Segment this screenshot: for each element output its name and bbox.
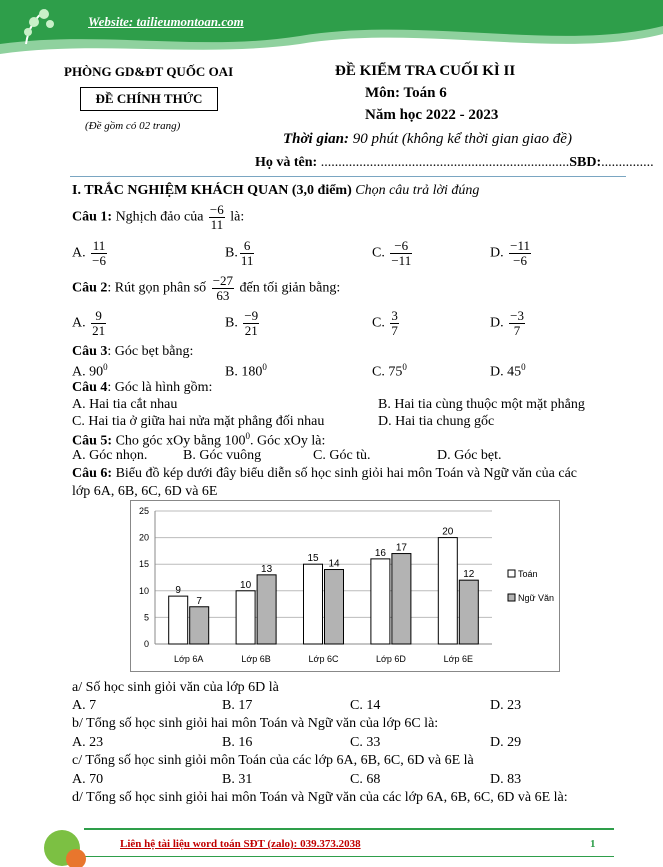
q3-text: : Góc bẹt bằng: (107, 344, 194, 359)
q5-text: Cho góc xOy bằng 100 (112, 433, 246, 449)
q3-option-d[interactable] (490, 362, 526, 381)
bar-ngu-van (257, 575, 276, 644)
data-label: 10 (240, 579, 252, 591)
subq-b: b/ Tổng số học sinh giỏi hai môn Toán và Ngữ văn của lớp 6C là: (72, 716, 439, 731)
x-tick-label: Lớp 6D (375, 654, 406, 664)
q5-sup: 0 (245, 431, 250, 441)
x-tick-label: Lớp 6B (241, 654, 271, 664)
time-value: 90 phút (không kể thời gian giao đề) (348, 131, 572, 147)
y-tick-label: 5 (143, 612, 149, 623)
data-label: 16 (374, 547, 386, 559)
q2-option-b[interactable] (225, 309, 261, 338)
q1-b-den: 11 (240, 253, 254, 268)
q2-option-d[interactable] (490, 309, 527, 338)
q1-d-letter: D. (490, 245, 504, 261)
page-number: 1 (590, 838, 596, 850)
subq-b-opt-c[interactable]: C. 33 (350, 735, 381, 750)
bar-ngu-van (392, 554, 411, 644)
bar-ngu-van (325, 570, 344, 644)
data-label: 14 (328, 558, 340, 570)
data-label: 15 (307, 553, 319, 565)
q3-b-sup: 0 (262, 362, 267, 372)
data-label: 17 (395, 542, 407, 554)
name-line (255, 155, 654, 171)
bar-toan (236, 591, 255, 644)
q2-text: : Rút gọn phân số (107, 280, 207, 296)
q2-b-letter: B. (225, 315, 238, 331)
q2-fraction (212, 274, 234, 303)
bar-toan (371, 559, 390, 644)
q4-option-c[interactable]: C. Hai tia ở giữa hai nửa mặt phẳng đối nhau (72, 414, 325, 429)
q5-end: . Góc xOy là: (249, 433, 326, 449)
legend-swatch (508, 570, 515, 577)
q5-option-b[interactable]: B. Góc vuông (183, 448, 262, 463)
q2-b-num: −9 (244, 308, 259, 323)
subq-b-opt-d[interactable]: D. 29 (490, 735, 522, 750)
subq-d: d/ Tổng số học sinh giỏi hai môn Toán và Ngữ văn của các lớp 6A, 6B, 6C, 6D và 6E là: (72, 790, 568, 805)
bar-toan (304, 564, 323, 644)
bar-toan (169, 596, 188, 644)
y-tick-label: 0 (143, 639, 149, 649)
q6-label: Câu 6: (72, 466, 113, 481)
q2-d-letter: D. (490, 315, 504, 331)
page-count: (Đề gồm có 02 trang) (85, 120, 181, 132)
legend-swatch (508, 594, 515, 601)
q6-line1: Biểu đồ kép dưới đây biểu diễn số học sinh giỏi hai môn Toán và Ngữ văn của các (112, 466, 578, 481)
subq-a-opt-d[interactable]: D. 23 (490, 698, 522, 713)
q1-option-d[interactable] (490, 239, 533, 268)
legend-label: Toán (518, 569, 538, 579)
question-2 (72, 274, 340, 303)
q1-d-num: −11 (510, 238, 530, 253)
department: PHÒNG GD&ĐT QUỐC OAI (64, 64, 234, 79)
q2-d-num: −3 (510, 308, 524, 323)
subq-c-opt-a[interactable]: A. 70 (72, 772, 104, 787)
subq-a-opt-b[interactable]: B. 17 (222, 698, 253, 713)
q4-option-b[interactable]: B. Hai tia cùng thuộc một mặt phẳng (378, 397, 585, 412)
q5-option-d[interactable]: D. Góc bẹt. (437, 448, 502, 463)
question-3 (72, 344, 193, 360)
q1-option-a[interactable] (72, 239, 109, 268)
q1-a-num: 11 (92, 238, 106, 253)
data-label: 12 (463, 569, 475, 581)
q1-text: Nghịch đảo của (112, 209, 204, 225)
q1-c-letter: C. (372, 245, 385, 261)
q5-option-a[interactable]: A. Góc nhọn. (72, 448, 148, 463)
footer-rule-top (84, 828, 614, 830)
data-label: 7 (196, 595, 202, 607)
q5-option-c[interactable]: C. Góc tù. (313, 448, 371, 463)
subq-c-opt-b[interactable]: B. 31 (222, 772, 253, 787)
q1-frac-den: 11 (210, 217, 224, 232)
q2-b-den: 21 (244, 323, 258, 338)
q1-fraction (209, 203, 225, 232)
subq-a: a/ Số học sinh giỏi văn của lớp 6D là (72, 680, 279, 695)
q2-end: đến tối giản bằng: (236, 280, 341, 296)
q2-b-frac (243, 309, 259, 338)
official-box (80, 87, 218, 111)
q2-a-den: 21 (92, 323, 106, 338)
q2-c-den: 7 (391, 323, 398, 338)
chart-border (131, 501, 560, 672)
q4-option-d[interactable]: D. Hai tia chung gốc (378, 414, 495, 429)
official-label: ĐỀ CHÍNH THỨC (95, 91, 203, 106)
q1-b-letter: B. (225, 245, 238, 261)
q5-label: Câu 5: (72, 433, 113, 449)
q2-d-frac (509, 309, 525, 338)
footer-rule-bottom (84, 856, 614, 857)
q3-label: Câu 3 (72, 344, 108, 359)
exam-time (283, 131, 572, 148)
q2-c-frac (390, 309, 399, 338)
q3-c-sup: 0 (402, 362, 407, 372)
section-title-text: I. TRẮC NGHIỆM KHÁCH QUAN (3,0 điểm) (72, 183, 352, 198)
data-label: 9 (175, 585, 181, 597)
name-dots: ....................................................................... (317, 155, 570, 170)
section-title (72, 183, 479, 199)
q3-a-text: A. 90 (72, 364, 104, 380)
q1-a-den: −6 (92, 253, 106, 268)
y-tick-label: 10 (138, 585, 149, 596)
data-label: 13 (261, 563, 273, 575)
bar-ngu-van (190, 607, 209, 644)
q1-c-frac (390, 239, 412, 268)
q1-a-letter: A. (72, 245, 86, 261)
double-bar-chart (130, 500, 560, 672)
q4-option-a[interactable]: A. Hai tia cắt nhau (72, 397, 178, 412)
q3-b-text: B. 180 (225, 364, 263, 380)
y-tick-label: 15 (138, 559, 149, 570)
q1-label: Câu 1: (72, 209, 113, 225)
q1-a-frac (91, 239, 107, 268)
q1-option-c[interactable] (372, 239, 414, 268)
section-instruction: Chọn câu trả lời đúng (351, 183, 480, 198)
subq-c-opt-c[interactable]: C. 68 (350, 772, 381, 787)
q3-option-a[interactable] (72, 362, 108, 381)
footer-contact: Liên hệ tài liệu word toán SĐT (zalo): 039.373.2038 (120, 838, 361, 850)
q1-option-b[interactable] (225, 239, 256, 268)
q3-d-sup: 0 (521, 362, 526, 372)
footer-circles-icon (40, 826, 100, 867)
q2-c-letter: C. (372, 315, 385, 331)
q2-option-a[interactable] (72, 309, 108, 338)
q3-d-text: D. 45 (490, 364, 522, 380)
subq-c: c/ Tổng số học sinh giỏi môn Toán của các lớp 6A, 6B, 6C, 6D và 6E là (72, 753, 474, 768)
q3-option-b[interactable] (225, 362, 267, 381)
q1-d-frac (509, 239, 531, 268)
bar-ngu-van (459, 580, 478, 644)
x-tick-label: Lớp 6A (173, 654, 204, 664)
subq-b-opt-a[interactable]: A. 23 (72, 735, 104, 750)
q1-b-frac (240, 239, 255, 268)
q2-a-letter: A. (72, 315, 86, 331)
sbd-label: SBD: (569, 155, 602, 170)
y-tick-label: 25 (138, 506, 149, 516)
q1-d-den: −6 (513, 253, 527, 268)
q3-a-sup: 0 (103, 362, 108, 372)
x-tick-label: Lớp 6E (443, 654, 474, 664)
subq-a-opt-a[interactable]: A. 7 (72, 698, 97, 713)
q4-text: : Góc là hình gồm: (107, 380, 213, 395)
q2-a-num: 9 (91, 309, 106, 324)
subq-b-opt-b[interactable]: B. 16 (222, 735, 253, 750)
q2-a-frac (91, 309, 106, 338)
name-label: Họ và tên: (255, 155, 318, 170)
exam-year: Năm học 2022 - 2023 (365, 107, 499, 123)
q2-frac-num: −27 (212, 273, 234, 288)
header-divider (70, 176, 626, 177)
sbd-dots: ............... (601, 155, 654, 170)
y-tick-label: 20 (138, 532, 149, 543)
website-link[interactable]: Website: tailieumontoan.com (88, 14, 244, 29)
q3-c-text: C. 75 (372, 364, 403, 380)
exam-title: ĐỀ KIỂM TRA CUỐI KÌ II (335, 63, 516, 79)
time-label: Thời gian: (283, 131, 349, 147)
x-tick-label: Lớp 6C (308, 654, 339, 664)
subq-c-opt-d[interactable]: D. 83 (490, 772, 522, 787)
q2-label: Câu 2 (72, 280, 108, 296)
q2-option-c[interactable] (372, 309, 401, 338)
q2-c-num: 3 (391, 308, 398, 323)
subq-a-opt-c[interactable]: C. 14 (350, 698, 381, 713)
q2-d-den: 7 (513, 323, 521, 338)
question-6 (72, 466, 577, 482)
bar-toan (438, 538, 457, 644)
q6-line2: lớp 6A, 6B, 6C, 6D và 6E (72, 484, 218, 499)
question-5 (72, 431, 325, 450)
q1-frac-num: −6 (209, 202, 224, 217)
question-1 (72, 203, 244, 232)
q1-end: là: (226, 209, 245, 225)
q1-c-den: −11 (391, 253, 412, 268)
legend-label: Ngữ Văn (518, 593, 555, 603)
q1-c-num: −6 (390, 239, 412, 254)
question-4 (72, 380, 212, 396)
q1-b-num: 6 (240, 239, 255, 254)
q4-label: Câu 4 (72, 380, 108, 395)
q2-frac-den: 63 (216, 288, 230, 303)
q3-option-c[interactable] (372, 362, 407, 381)
exam-subject: Môn: Toán 6 (365, 85, 447, 101)
data-label: 20 (442, 526, 454, 538)
